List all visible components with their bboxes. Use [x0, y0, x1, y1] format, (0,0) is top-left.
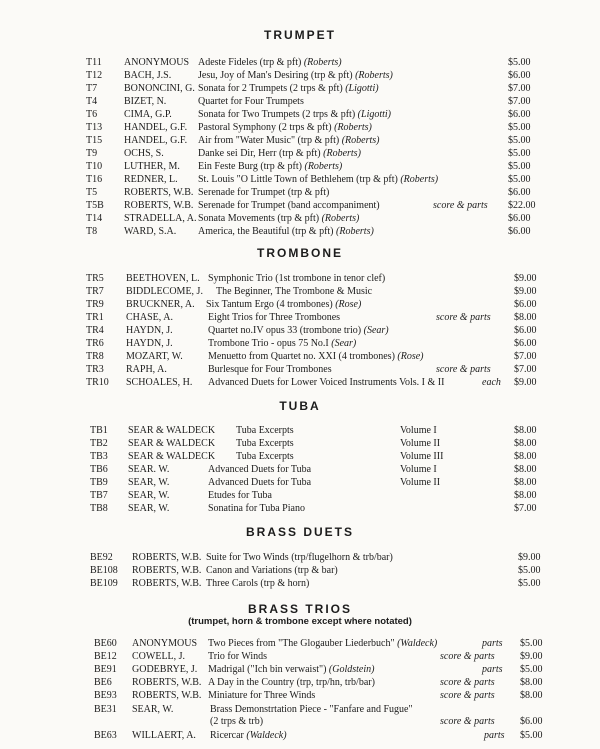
list-item	[0, 186, 600, 199]
item-code: TR3	[86, 364, 104, 375]
item-price: $6.00	[508, 213, 531, 224]
item-composer: SEAR & WALDECK	[128, 451, 216, 462]
item-composer: OCHS, S.	[124, 148, 164, 159]
item-composer: CHASE, A.	[126, 312, 173, 323]
item-code: BE91	[94, 664, 117, 675]
list-item	[0, 489, 600, 502]
item-price: $9.00	[518, 552, 541, 563]
item-extra: score & parts	[433, 200, 488, 211]
item-price: $8.00	[514, 477, 537, 488]
item-composer: ROBERTS, W.B.	[132, 690, 202, 701]
item-title: St. Louis "O Little Town of Bethlehem (trp & pft) (Roberts)	[198, 174, 439, 185]
item-code: TB8	[90, 503, 108, 514]
item-title: Tuba Excerpts	[236, 425, 294, 436]
section-subtitle-brass-trios: (trumpet, horn & trombone except where notated)	[188, 616, 412, 627]
item-title: Serenade for Trumpet (trp & pft)	[198, 187, 330, 198]
item-code: BE63	[94, 730, 117, 741]
item-composer: SEAR, W.	[132, 704, 174, 715]
item-composer: SCHOALES, H.	[126, 377, 193, 388]
item-composer: MOZART, W.	[126, 351, 183, 362]
item-price: $9.00	[514, 377, 537, 388]
item-title: Danke sei Dir, Herr (trp & pft) (Roberts)	[198, 148, 361, 159]
list-item	[0, 56, 600, 69]
item-title: Advanced Duets for Tuba	[208, 464, 312, 475]
item-code: T5B	[86, 200, 104, 211]
item-code: TR9	[86, 299, 104, 310]
item-composer: CIMA, G.P.	[124, 109, 172, 120]
list-item	[0, 160, 600, 173]
item-extra: parts	[482, 664, 503, 675]
item-composer: REDNER, L.	[124, 174, 178, 185]
item-title-continued: (2 trps & trb)	[210, 716, 264, 727]
list-item	[0, 376, 600, 389]
item-code: TB2	[90, 438, 108, 449]
item-title: Adeste Fideles (trp & pft) (Roberts)	[198, 57, 342, 68]
item-title: Suite for Two Winds (trp/flugelhorn & trb/bar)	[206, 552, 393, 563]
list-item	[0, 272, 600, 285]
list-item	[0, 350, 600, 363]
item-title: Miniature for Three Winds	[208, 690, 316, 701]
item-title: Three Carols (trp & horn)	[206, 578, 310, 589]
item-code: T10	[86, 161, 103, 172]
section-title-trombone: TROMBONE	[257, 246, 343, 260]
item-code: BE6	[94, 677, 112, 688]
item-title: A Day in the Country (trp, trp/hn, trb/bar)	[208, 677, 375, 688]
item-composer: BEETHOVEN, L.	[126, 273, 200, 284]
item-price: $5.00	[508, 122, 531, 133]
item-title: Eight Trios for Three Trombones	[208, 312, 341, 323]
item-composer: COWELL, J.	[132, 651, 186, 662]
list-item	[0, 637, 600, 650]
item-composer: ROBERTS, W.B.	[132, 565, 202, 576]
item-composer: GODEBRYE, J.	[132, 664, 198, 675]
list-item-continued	[0, 715, 600, 728]
item-composer: HAYDN, J.	[126, 338, 173, 349]
item-title: Ein Feste Burg (trp & pft) (Roberts)	[198, 161, 343, 172]
item-price: $6.00	[514, 325, 537, 336]
item-price: $5.00	[518, 578, 541, 589]
item-volume: Volume II	[400, 438, 441, 449]
item-title: Symphonic Trio (1st trombone in tenor clef)	[208, 273, 386, 284]
item-extra: score & parts	[440, 651, 495, 662]
item-price: $5.00	[508, 57, 531, 68]
item-title: Pastoral Symphony (2 trps & pft) (Roberts)	[198, 122, 372, 133]
item-price: $9.00	[514, 286, 537, 297]
item-price: $7.00	[508, 83, 531, 94]
list-item	[0, 285, 600, 298]
list-item	[0, 564, 600, 577]
item-volume: Volume II	[400, 477, 441, 488]
item-code: TB9	[90, 477, 108, 488]
list-item	[0, 298, 600, 311]
item-composer: WARD, S.A.	[124, 226, 177, 237]
item-code: TB7	[90, 490, 108, 501]
item-code: T11	[86, 57, 102, 68]
item-code: T12	[86, 70, 103, 81]
item-title: Sonatina for Tuba Piano	[208, 503, 305, 514]
list-item	[0, 450, 600, 463]
item-code: T5	[86, 187, 98, 198]
section-title-brass-duets: BRASS DUETS	[245, 525, 354, 539]
item-composer: BIZET, N.	[124, 96, 167, 107]
item-composer: SEAR, W.	[128, 503, 170, 514]
item-price: $7.00	[514, 351, 537, 362]
item-code: TR10	[86, 377, 109, 388]
list-item	[0, 337, 600, 350]
list-item	[0, 729, 600, 742]
item-code: T4	[86, 96, 98, 107]
list-item	[0, 476, 600, 489]
list-item	[0, 199, 600, 212]
item-code: BE93	[94, 690, 117, 701]
list-item	[0, 437, 600, 450]
item-volume: Volume III	[400, 451, 444, 462]
item-price: $9.00	[520, 651, 543, 662]
item-code: T6	[86, 109, 98, 120]
item-composer: STRADELLA, A.	[124, 213, 197, 224]
item-composer: SEAR, W.	[128, 477, 170, 488]
item-composer: ANONYMOUS	[124, 57, 190, 68]
item-composer: RAPH, A.	[126, 364, 167, 375]
item-title: Six Tantum Ergo (4 trombones) (Rose)	[206, 299, 362, 310]
item-title: Air from "Water Music" (trp & pft) (Roberts)	[198, 135, 380, 146]
item-code: TR1	[86, 312, 104, 323]
list-item	[0, 121, 600, 134]
list-item	[0, 95, 600, 108]
item-price: $8.00	[514, 312, 537, 323]
item-code: T8	[86, 226, 98, 237]
list-item	[0, 463, 600, 476]
item-composer: ROBERTS, W.B.	[132, 578, 202, 589]
list-item	[0, 663, 600, 676]
item-title: Trombone Trio - opus 75 No.I (Sear)	[208, 338, 357, 349]
item-title: Etudes for Tuba	[208, 490, 272, 501]
item-composer: HANDEL, G.F.	[124, 135, 188, 146]
item-price: $8.00	[514, 464, 537, 475]
item-price: $6.00	[514, 299, 537, 310]
item-composer: SEAR. W.	[128, 464, 170, 475]
item-composer: ROBERTS, W.B.	[132, 552, 202, 563]
item-code: TB3	[90, 451, 108, 462]
item-price: $5.00	[508, 161, 531, 172]
item-title: Quartet for Four Trumpets	[198, 96, 304, 107]
item-price: $22.00	[508, 200, 536, 211]
list-item	[0, 676, 600, 689]
item-title: Quartet no.IV opus 33 (trombone trio) (Sear)	[208, 325, 389, 336]
item-extra: each	[482, 377, 501, 388]
item-price: $6.00	[508, 109, 531, 120]
item-composer: BONONCINI, G.	[124, 83, 195, 94]
item-composer: ROBERTS, W.B.	[124, 200, 194, 211]
item-title: Jesu, Joy of Man's Desiring (trp & pft) (Roberts)	[198, 70, 393, 81]
item-code: BE109	[90, 578, 118, 589]
item-composer: ROBERTS, W.B.	[132, 677, 202, 688]
item-title: Tuba Excerpts	[236, 451, 294, 462]
item-composer: BRUCKNER, A.	[126, 299, 195, 310]
item-title: Advanced Duets for Tuba	[208, 477, 312, 488]
list-item	[0, 69, 600, 82]
list-item	[0, 173, 600, 186]
item-title: Menuetto from Quartet no. XXI (4 trombones) (Rose)	[208, 351, 424, 362]
item-composer: HANDEL, G.F.	[124, 122, 188, 133]
list-item	[0, 689, 600, 702]
item-title: Advanced Duets for Lower Voiced Instruments Vols. I & II	[208, 377, 445, 388]
item-code: TB1	[90, 425, 108, 436]
item-composer: SEAR & WALDECK	[128, 438, 216, 449]
list-item	[0, 212, 600, 225]
list-item	[0, 650, 600, 663]
list-item	[0, 311, 600, 324]
item-price: $8.00	[514, 451, 537, 462]
item-price: $5.00	[508, 148, 531, 159]
list-item	[0, 225, 600, 238]
item-code: TB6	[90, 464, 108, 475]
list-item	[0, 577, 600, 590]
list-item	[0, 147, 600, 160]
item-composer: BACH, J.S.	[124, 70, 172, 81]
item-composer: HAYDN, J.	[126, 325, 173, 336]
item-code: T9	[86, 148, 98, 159]
item-title: The Beginner, The Trombone & Music	[216, 286, 373, 297]
item-price: $8.00	[520, 677, 543, 688]
item-extra: score & parts	[436, 364, 491, 375]
item-price: $5.00	[508, 135, 531, 146]
item-composer: LUTHER, M.	[124, 161, 180, 172]
item-price: $8.00	[514, 425, 537, 436]
item-title: Brass Demonstrtation Piece - "Fanfare and Fugue"	[210, 704, 413, 715]
item-price: $5.00	[520, 730, 543, 741]
item-title: Sonata for Two Trumpets (2 trps & pft) (Ligotti)	[198, 109, 392, 120]
item-title: Canon and Variations (trp & bar)	[206, 565, 338, 576]
item-code: BE31	[94, 704, 117, 715]
item-price: $6.00	[508, 226, 531, 237]
item-composer: BIDDLECOME, J.	[126, 286, 203, 297]
item-extra: score & parts	[440, 716, 495, 727]
list-item	[0, 424, 600, 437]
item-code: BE12	[94, 651, 117, 662]
item-composer: ANONYMOUS	[132, 638, 198, 649]
item-extra: score & parts	[436, 312, 491, 323]
item-price: $8.00	[514, 490, 537, 501]
list-item	[0, 502, 600, 515]
item-price: $5.00	[520, 638, 543, 649]
list-item	[0, 324, 600, 337]
item-code: TR7	[86, 286, 104, 297]
item-composer: SEAR & WALDECK	[128, 425, 216, 436]
item-code: T16	[86, 174, 103, 185]
list-item	[0, 134, 600, 147]
item-price: $6.00	[514, 338, 537, 349]
section-title-trumpet: TRUMPET	[264, 28, 336, 42]
item-price: $6.00	[508, 70, 531, 81]
item-title: Tuba Excerpts	[236, 438, 294, 449]
item-price: $5.00	[518, 565, 541, 576]
item-code: BE92	[90, 552, 113, 563]
item-price: $9.00	[514, 273, 537, 284]
item-price: $6.00	[520, 716, 543, 727]
item-title: Ricercar (Waldeck)	[210, 730, 287, 741]
item-title: Sonata for 2 Trumpets (2 trps & pft) (Ligotti)	[198, 83, 379, 94]
item-title: Two Pieces from "The Glogauber Liederbuch" (Waldeck)	[208, 638, 438, 649]
item-price: $7.00	[514, 364, 537, 375]
item-code: T7	[86, 83, 98, 94]
item-price: $7.00	[508, 96, 531, 107]
item-title: Madrigal ("Ich bin verwaist") (Goldstein)	[208, 664, 375, 675]
item-composer: SEAR, W.	[128, 490, 170, 501]
item-extra: score & parts	[440, 677, 495, 688]
section-title-brass-trios: BRASS TRIOS	[247, 602, 352, 616]
item-volume: Volume I	[400, 425, 437, 436]
item-code: TR8	[86, 351, 104, 362]
item-extra: parts	[482, 638, 503, 649]
item-extra: parts	[484, 730, 505, 741]
item-price: $5.00	[508, 174, 531, 185]
item-title: America, the Beautiful (trp & pft) (Roberts)	[198, 226, 374, 237]
item-code: TR5	[86, 273, 104, 284]
item-code: BE60	[94, 638, 117, 649]
item-price: $5.00	[520, 664, 543, 675]
item-title: Burlesque for Four Trombones	[208, 364, 332, 375]
item-title: Trio for Winds	[208, 651, 268, 662]
item-volume: Volume I	[400, 464, 437, 475]
item-price: $7.00	[514, 503, 537, 514]
item-code: BE108	[90, 565, 118, 576]
item-code: TR4	[86, 325, 104, 336]
item-price: $8.00	[514, 438, 537, 449]
list-item	[0, 82, 600, 95]
item-title: Sonata Movements (trp & pft) (Roberts)	[198, 213, 360, 224]
item-code: T15	[86, 135, 103, 146]
item-extra: score & parts	[440, 690, 495, 701]
item-price: $6.00	[508, 187, 531, 198]
item-price: $8.00	[520, 690, 543, 701]
list-item	[0, 363, 600, 376]
list-item	[0, 108, 600, 121]
item-title: Serenade for Trumpet (band accompaniment)	[198, 200, 380, 211]
item-code: TR6	[86, 338, 104, 349]
item-composer: WILLAERT, A.	[132, 730, 196, 741]
item-composer: ROBERTS, W.B.	[124, 187, 194, 198]
section-title-tuba: TUBA	[279, 399, 321, 413]
item-code: T14	[86, 213, 103, 224]
item-code: T13	[86, 122, 103, 133]
list-item	[0, 551, 600, 564]
